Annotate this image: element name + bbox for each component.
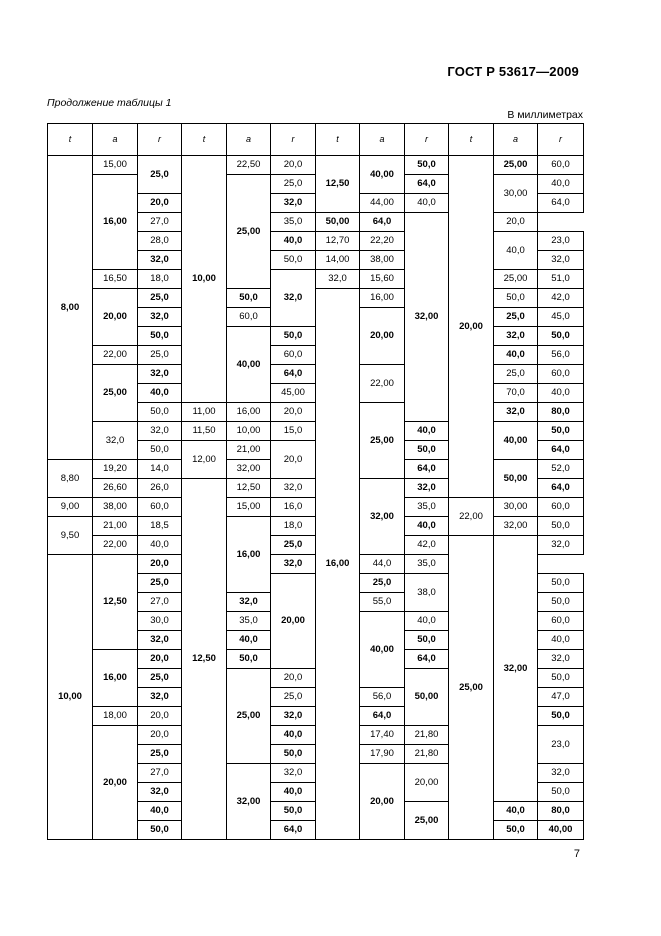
table-cell: 16,00 — [360, 289, 405, 308]
table-cell: 51,0 — [538, 270, 584, 289]
table-cell: 55,0 — [360, 593, 405, 612]
table-cell: 20,00 — [360, 308, 405, 365]
dimensions-table — [47, 123, 584, 840]
table-cell: 45,0 — [538, 308, 584, 327]
table-cell: 40,0 — [405, 422, 449, 441]
table-cell: 50,0 — [494, 821, 538, 840]
table-cell: 16,00 — [93, 650, 138, 707]
table-cell: 35,0 — [405, 498, 449, 517]
table-cell: 40,0 — [138, 536, 182, 555]
table-cell: 38,00 — [93, 498, 138, 517]
table-cell: 11,50 — [182, 422, 227, 441]
column-header: a — [494, 124, 538, 156]
table-cell: 32,0 — [138, 631, 182, 650]
table-cell: 50,0 — [138, 441, 182, 460]
table-cell: 18,5 — [138, 517, 182, 536]
table-cell: 19,20 — [93, 460, 138, 479]
table-cell: 50,0 — [405, 441, 449, 460]
table-caption: Продолжение таблицы 1 — [47, 97, 172, 109]
column-header: t — [48, 124, 93, 156]
table-cell: 20,0 — [138, 650, 182, 669]
table-cell: 20,0 — [271, 441, 316, 479]
table-cell: 25,0 — [138, 156, 182, 194]
table-cell: 15,00 — [227, 498, 271, 517]
table-cell: 26,60 — [93, 479, 138, 498]
table-cell: 52,0 — [538, 460, 584, 479]
table-cell: 35,0 — [405, 555, 449, 574]
table-cell: 20,0 — [271, 403, 316, 422]
table-cell: 25,00 — [494, 270, 538, 289]
table-cell: 16,50 — [93, 270, 138, 289]
table-cell: 50,0 — [138, 327, 182, 346]
table-cell: 32,0 — [538, 764, 584, 783]
table-cell: 60,0 — [271, 346, 316, 365]
table-cell: 32,0 — [405, 479, 449, 498]
table-cell: 50,0 — [405, 156, 449, 175]
table-cell: 20,00 — [449, 156, 494, 498]
column-header: a — [93, 124, 138, 156]
table-cell: 32,00 — [494, 536, 538, 802]
table-cell: 20,0 — [494, 213, 538, 232]
table-cell: 16,00 — [93, 175, 138, 270]
table-cell: 23,0 — [538, 726, 584, 764]
table-cell: 22,00 — [93, 536, 138, 555]
table-cell: 25,0 — [271, 175, 316, 194]
table-cell: 50,0 — [271, 745, 316, 764]
table-cell: 64,0 — [271, 365, 316, 384]
column-header: t — [182, 124, 227, 156]
table-cell: 26,0 — [138, 479, 182, 498]
table-cell: 12,50 — [316, 156, 360, 213]
column-header: r — [538, 124, 584, 156]
table-cell: 80,0 — [538, 802, 584, 821]
table-cell: 32,0 — [138, 308, 182, 327]
table-cell: 25,0 — [494, 308, 538, 327]
table-cell: 32,0 — [494, 403, 538, 422]
column-header: t — [449, 124, 494, 156]
table-cell: 22,00 — [93, 346, 138, 365]
table-cell: 40,0 — [538, 631, 584, 650]
table-cell: 18,0 — [271, 517, 316, 536]
table-row — [48, 289, 584, 308]
table-cell: 40,0 — [405, 194, 449, 213]
table-cell: 32,00 — [405, 213, 449, 422]
table-cell: 8,80 — [48, 460, 93, 498]
table-cell: 12,50 — [227, 479, 271, 498]
table-cell: 40,0 — [138, 384, 182, 403]
table-cell: 25,00 — [227, 175, 271, 289]
table-cell: 32,0 — [271, 194, 316, 213]
table-cell: 50,0 — [538, 669, 584, 688]
table-cell: 32,0 — [138, 251, 182, 270]
table-cell: 64,0 — [405, 175, 449, 194]
table-cell: 40,00 — [494, 422, 538, 460]
table-cell: 32,0 — [227, 593, 271, 612]
table-cell: 35,0 — [271, 213, 316, 232]
table-cell: 22,50 — [227, 156, 271, 175]
table-cell: 40,00 — [227, 327, 271, 403]
units-note: В миллиметрах — [507, 109, 583, 121]
table-cell: 10,00 — [48, 555, 93, 840]
table-cell: 25,0 — [271, 688, 316, 707]
table-cell: 40,0 — [227, 631, 271, 650]
table-cell: 25,0 — [138, 745, 182, 764]
table-cell: 11,00 — [182, 403, 227, 422]
table-cell: 10,00 — [227, 422, 271, 441]
table-cell: 32,0 — [271, 707, 316, 726]
table-cell: 38,0 — [405, 574, 449, 612]
table-cell: 20,00 — [271, 574, 316, 669]
table-cell: 20,0 — [271, 669, 316, 688]
column-header: r — [138, 124, 182, 156]
table-cell: 50,0 — [538, 593, 584, 612]
table-cell: 64,0 — [538, 479, 584, 498]
table-cell: 40,0 — [405, 517, 449, 536]
table-cell: 60,0 — [227, 308, 271, 327]
table-cell: 32,0 — [271, 764, 316, 783]
table-cell: 25,00 — [449, 536, 494, 840]
table-cell: 50,0 — [271, 327, 316, 346]
table-row — [48, 156, 584, 175]
table-cell: 20,0 — [271, 156, 316, 175]
table-cell: 25,00 — [227, 669, 271, 764]
table-cell: 27,0 — [138, 213, 182, 232]
table-cell: 64,0 — [360, 213, 405, 232]
table-cell: 25,0 — [271, 536, 316, 555]
table-cell: 20,00 — [405, 764, 449, 802]
table-cell: 25,00 — [360, 403, 405, 479]
table-cell: 12,50 — [93, 555, 138, 650]
table-cell: 40,00 — [538, 821, 584, 840]
table-cell: 25,0 — [138, 669, 182, 688]
table-cell: 80,0 — [538, 403, 584, 422]
table-cell: 32,0 — [138, 422, 182, 441]
table-cell: 20,00 — [93, 289, 138, 346]
table-cell: 64,0 — [405, 650, 449, 669]
table-cell: 40,00 — [360, 612, 405, 688]
table-cell: 16,00 — [227, 403, 271, 422]
table-cell: 64,0 — [538, 441, 584, 460]
table-cell: 45,00 — [271, 384, 316, 403]
table-cell: 32,0 — [494, 327, 538, 346]
table-cell: 50,0 — [538, 574, 584, 593]
table-cell: 9,50 — [48, 517, 93, 555]
table-cell: 20,0 — [138, 707, 182, 726]
table-cell: 42,0 — [405, 536, 449, 555]
table-cell: 50,0 — [227, 289, 271, 308]
table-cell: 50,00 — [405, 669, 449, 726]
table-cell: 50,0 — [138, 821, 182, 840]
table-cell: 50,0 — [538, 707, 584, 726]
table-cell: 16,0 — [271, 498, 316, 517]
table-cell: 21,00 — [93, 517, 138, 536]
column-header: a — [227, 124, 271, 156]
table-cell: 60,0 — [138, 498, 182, 517]
table-cell: 42,0 — [538, 289, 584, 308]
table-cell: 32,0 — [271, 479, 316, 498]
table-cell: 50,0 — [227, 650, 271, 669]
table-cell: 50,0 — [538, 783, 584, 802]
column-header: t — [316, 124, 360, 156]
table-cell: 56,0 — [538, 346, 584, 365]
table-cell: 25,00 — [93, 365, 138, 422]
table-cell: 25,0 — [138, 574, 182, 593]
table-cell: 70,0 — [494, 384, 538, 403]
table-cell: 15,00 — [93, 156, 138, 175]
table-cell: 8,00 — [48, 156, 93, 460]
table-cell: 20,0 — [138, 555, 182, 574]
table-cell: 25,0 — [494, 365, 538, 384]
table-cell: 22,20 — [360, 232, 405, 251]
column-header: a — [360, 124, 405, 156]
table-cell: 18,00 — [93, 707, 138, 726]
table-cell: 64,0 — [538, 194, 584, 213]
table-cell: 32,00 — [227, 764, 271, 840]
table-cell: 27,0 — [138, 593, 182, 612]
table-cell: 40,0 — [271, 783, 316, 802]
table-cell: 32,0 — [138, 365, 182, 384]
table-cell: 32,0 — [538, 536, 584, 555]
table-cell: 32,0 — [271, 270, 316, 327]
table-cell: 20,0 — [138, 726, 182, 745]
table-cell: 47,0 — [538, 688, 584, 707]
table-cell: 32,00 — [227, 460, 271, 479]
table-cell: 27,0 — [138, 764, 182, 783]
table-cell: 50,0 — [271, 251, 316, 270]
table-cell: 15,60 — [360, 270, 405, 289]
table-cell: 32,0 — [138, 783, 182, 802]
table-cell: 40,0 — [494, 802, 538, 821]
table-cell: 17,40 — [360, 726, 405, 745]
table-cell: 14,0 — [138, 460, 182, 479]
table-cell: 22,00 — [360, 365, 405, 403]
table-cell: 44,00 — [360, 194, 405, 213]
table-cell: 40,0 — [494, 346, 538, 365]
table-cell: 22,00 — [449, 498, 494, 536]
table-cell: 21,80 — [405, 726, 449, 745]
table-cell: 56,0 — [360, 688, 405, 707]
table-cell: 40,0 — [494, 232, 538, 270]
table-cell: 40,0 — [271, 726, 316, 745]
table-cell: 60,0 — [538, 365, 584, 384]
table-cell: 50,0 — [538, 517, 584, 536]
table-cell: 32,0 — [271, 555, 316, 574]
table-cell: 40,00 — [360, 156, 405, 194]
table-cell: 25,0 — [138, 346, 182, 365]
table-cell: 60,0 — [538, 156, 584, 175]
table-cell: 40,0 — [138, 802, 182, 821]
table-cell: 44,0 — [360, 555, 405, 574]
table-cell: 32,0 — [138, 688, 182, 707]
doc-code: ГОСТ Р 53617—2009 — [447, 64, 579, 79]
table-cell: 30,00 — [494, 498, 538, 517]
table-cell: 32,00 — [360, 479, 405, 555]
table-cell: 60,0 — [538, 612, 584, 631]
table-cell: 50,0 — [494, 289, 538, 308]
table-cell: 40,0 — [538, 384, 584, 403]
table-cell: 50,0 — [538, 327, 584, 346]
table-cell: 32,0 — [538, 650, 584, 669]
table-cell: 20,00 — [93, 726, 138, 840]
table-cell: 50,0 — [138, 403, 182, 422]
column-header: r — [271, 124, 316, 156]
table-cell: 50,0 — [271, 802, 316, 821]
table-cell: 38,00 — [360, 251, 405, 270]
column-header: r — [405, 124, 449, 156]
table-cell: 25,0 — [138, 289, 182, 308]
table-cell: 50,00 — [494, 460, 538, 498]
table-cell: 21,80 — [405, 745, 449, 764]
table-cell: 64,0 — [271, 821, 316, 840]
table-cell: 23,0 — [538, 232, 584, 251]
table-cell: 16,00 — [316, 289, 360, 840]
table-cell: 21,00 — [227, 441, 271, 460]
table-cell: 64,0 — [405, 460, 449, 479]
table-cell: 9,00 — [48, 498, 93, 517]
table-cell: 50,0 — [405, 631, 449, 650]
table-cell: 30,00 — [494, 175, 538, 213]
table-cell: 28,0 — [138, 232, 182, 251]
table-cell: 25,00 — [405, 802, 449, 840]
table-cell: 16,00 — [227, 517, 271, 593]
table-cell: 12,50 — [182, 479, 227, 840]
table-cell: 25,00 — [494, 156, 538, 175]
table-cell: 12,70 — [316, 232, 360, 251]
table-cell: 12,00 — [182, 441, 227, 479]
table-cell: 40,0 — [271, 232, 316, 251]
table-cell: 40,0 — [538, 175, 584, 194]
table-cell: 18,0 — [138, 270, 182, 289]
header-row — [48, 124, 584, 156]
table-cell: 60,0 — [538, 498, 584, 517]
page-number: 7 — [573, 848, 580, 860]
table-cell: 32,00 — [494, 517, 538, 536]
table-cell: 35,0 — [227, 612, 271, 631]
table-body — [48, 156, 584, 840]
table-cell: 20,00 — [360, 764, 405, 840]
table-cell: 50,0 — [538, 422, 584, 441]
table-cell: 10,00 — [182, 156, 227, 403]
table-cell: 14,00 — [316, 251, 360, 270]
table-cell: 40,0 — [405, 612, 449, 631]
table-cell: 17,90 — [360, 745, 405, 764]
table-cell: 25,0 — [360, 574, 405, 593]
table-cell: 32,0 — [93, 422, 138, 460]
table-cell: 30,0 — [138, 612, 182, 631]
table-cell: 64,0 — [360, 707, 405, 726]
table-cell: 32,0 — [538, 251, 584, 270]
table-cell: 20,0 — [138, 194, 182, 213]
table-row — [48, 270, 584, 289]
table-cell: 32,0 — [316, 270, 360, 289]
table-cell: 15,0 — [271, 422, 316, 441]
table-cell: 50,00 — [316, 213, 360, 232]
